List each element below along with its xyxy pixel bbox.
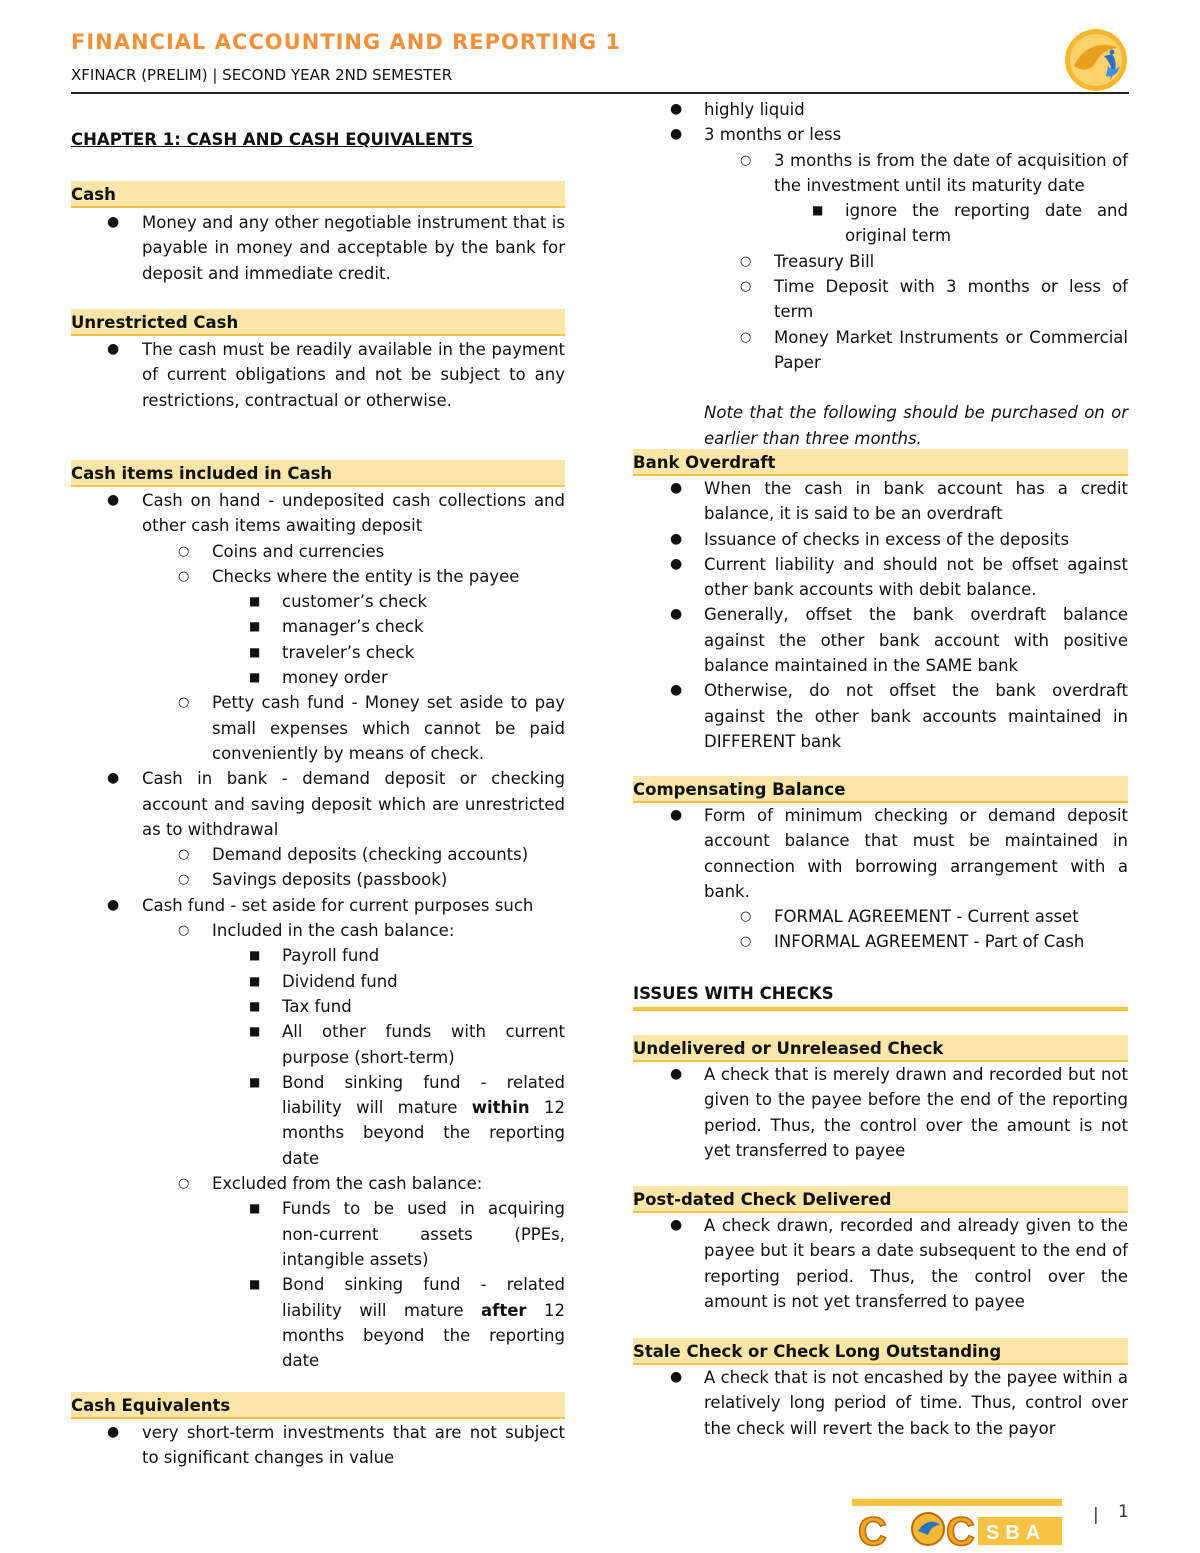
- square-bullet-icon: ■: [249, 670, 261, 685]
- circle-bullet-icon: ○: [178, 872, 190, 888]
- section-undelivered-check: [633, 1035, 1128, 1062]
- undelivered-list: [633, 1062, 1128, 1163]
- square-bullet-icon: ■: [249, 998, 261, 1013]
- svg-text:SBA: SBA: [986, 1522, 1047, 1544]
- csc-sba-logo: [846, 1497, 1068, 1553]
- overdraft-list: [633, 476, 1128, 754]
- circle-bullet-icon: ○: [178, 695, 190, 711]
- list-item: ● Issuance of checks in excess of the deposits: [633, 527, 1128, 552]
- stale-list: [633, 1365, 1128, 1441]
- section-heading: Bank Overdraft: [633, 453, 776, 472]
- list-item: ● very short-term investments that are not subject to significant changes in value: [71, 1420, 565, 1471]
- section-cash: [71, 181, 565, 208]
- section-cash-equivalents: [71, 1392, 565, 1419]
- list-item: ○ INFORMAL AGREEMENT - Part of Cash: [633, 929, 1128, 954]
- circle-bullet-icon: ○: [740, 253, 752, 269]
- bullet-icon: ●: [670, 1369, 683, 1385]
- square-bullet-icon: ■: [249, 1277, 261, 1292]
- circle-bullet-icon: ○: [178, 923, 190, 939]
- square-bullet-icon: ■: [249, 619, 261, 634]
- included-list: [71, 488, 565, 1373]
- header-rule: [71, 92, 1129, 94]
- section-heading: Cash Equivalents: [71, 1396, 231, 1415]
- square-bullet-icon: ■: [249, 973, 261, 988]
- bullet-icon: ●: [670, 126, 683, 143]
- section-bank-overdraft: [633, 449, 1128, 476]
- circle-bullet-icon: ○: [740, 934, 752, 950]
- bullet-icon: ●: [107, 492, 120, 508]
- circle-bullet-icon: ○: [740, 152, 752, 168]
- list-item: ● Cash on hand - undeposited cash collections and other cash items awaiting deposit: [71, 488, 565, 539]
- section-heading: Compensating Balance: [633, 780, 846, 799]
- circle-bullet-icon: ○: [740, 279, 752, 295]
- list-item: ○ Demand deposits (checking accounts): [71, 842, 565, 867]
- bullet-icon: ●: [670, 807, 683, 823]
- bullet-icon: ●: [670, 555, 683, 572]
- cash-list: [71, 210, 565, 286]
- list-item: ■ Bond sinking fund - related liability will mature after 12 months beyond the reporting date: [71, 1272, 565, 1373]
- list-item: ● Generally, offset the bank overdraft balance against the other bank account with positive balance maintained in the SAME bank: [633, 602, 1128, 678]
- circle-bullet-icon: ○: [740, 329, 752, 345]
- bullet-icon: ●: [670, 480, 683, 496]
- section-heading: Cash items included in Cash: [71, 464, 333, 483]
- list-item: ■ All other funds with current purpose (short-term): [71, 1019, 565, 1070]
- list-item: ■ Payroll fund: [71, 943, 565, 968]
- circle-bullet-icon: ○: [178, 1176, 190, 1192]
- section-unrestricted-cash: [71, 309, 565, 336]
- bullet-icon: ●: [107, 770, 120, 787]
- list-item: ○ Treasury Bill: [633, 249, 1128, 274]
- list-item: ● A check that is merely drawn and recorded but not given to the payee before the end of the reporting period. Thus, the control over the amount is not yet transferred to payee: [633, 1062, 1128, 1163]
- page-number: 1: [1118, 1502, 1129, 1522]
- list-item: ● highly liquid: [633, 97, 1128, 122]
- equivalents-list: [71, 1420, 565, 1471]
- list-item: ● Cash in bank - demand deposit or checking account and saving deposit which are unrestricted as to withdrawal: [71, 766, 565, 842]
- svg-text:C: C: [858, 1510, 887, 1553]
- bullet-icon: ●: [670, 606, 683, 623]
- list-item: ■ money order: [71, 665, 565, 690]
- list-item: ○ Checks where the entity is the payee: [71, 564, 565, 589]
- equivalents-continued-list: [633, 97, 1128, 451]
- square-bullet-icon: ■: [249, 1024, 261, 1039]
- svg-text:C: C: [946, 1510, 975, 1553]
- section-heading: Undelivered or Unreleased Check: [633, 1039, 944, 1058]
- list-item: ○ Savings deposits (passbook): [71, 867, 565, 892]
- list-item: ■ customer’s check: [71, 589, 565, 614]
- compensating-list: [633, 803, 1128, 955]
- square-bullet-icon: ■: [249, 594, 261, 609]
- issues-with-checks-heading: ISSUES WITH CHECKS: [633, 981, 1128, 1011]
- circle-bullet-icon: ○: [178, 568, 190, 584]
- unrestricted-list: [71, 337, 565, 413]
- list-item: ○ Time Deposit with 3 months or less of term: [633, 274, 1128, 325]
- list-item: ○ Excluded from the cash balance:: [71, 1171, 565, 1196]
- bullet-icon: ●: [670, 682, 683, 699]
- list-item: ● When the cash in bank account has a credit balance, it is said to be an overdraft: [633, 476, 1128, 527]
- bullet-icon: ●: [670, 101, 683, 117]
- document-subtitle: XFINACR (PRELIM) | SECOND YEAR 2ND SEMESTER: [71, 66, 453, 84]
- section-cash-items-included: [71, 460, 565, 487]
- list-item: ■ ignore the reporting date and original term: [633, 198, 1128, 249]
- circle-bullet-icon: ○: [740, 909, 752, 925]
- section-post-dated-check: [633, 1186, 1128, 1213]
- section-heading: Stale Check or Check Long Outstanding: [633, 1342, 1002, 1361]
- circle-bullet-icon: ○: [178, 847, 190, 863]
- list-item: ● Otherwise, do not offset the bank overdraft against the other bank accounts maintained in DIFFERENT bank: [633, 678, 1128, 754]
- bullet-icon: ●: [107, 341, 120, 357]
- list-item: ● A check drawn, recorded and already given to the payee but it bears a date subsequent to the end of reporting period. Thus, the control over the amount is not yet transferred to payee: [633, 1213, 1128, 1314]
- list-item: ■ Dividend fund: [71, 969, 565, 994]
- document-title: FINANCIAL ACCOUNTING AND REPORTING 1: [71, 30, 621, 54]
- list-item: ■ manager’s check: [71, 614, 565, 639]
- note-text: Note that the following should be purchased on or earlier than three months.: [704, 403, 1128, 448]
- list-item: ● A check that is not encashed by the payee within a relatively long period of time. Thus, control over the check will revert the back to the payor: [633, 1365, 1128, 1441]
- square-bullet-icon: ■: [249, 948, 261, 963]
- bullet-icon: ●: [107, 214, 120, 230]
- dolphin-logo: [1060, 26, 1132, 94]
- square-bullet-icon: ■: [249, 1074, 261, 1089]
- bullet-icon: ●: [670, 530, 683, 547]
- list-item: ■ Tax fund: [71, 994, 565, 1019]
- list-item: ● Form of minimum checking or demand deposit account balance that must be maintained in connection with borrowing arrangement with a bank.: [633, 803, 1128, 904]
- list-item: ○ FORMAL AGREEMENT - Current asset: [633, 904, 1128, 929]
- square-bullet-icon: ■: [249, 644, 261, 659]
- section-stale-check: [633, 1338, 1128, 1365]
- square-bullet-icon: ■: [812, 203, 824, 218]
- list-item: ○ 3 months is from the date of acquisition of the investment until its maturity date: [633, 148, 1128, 199]
- list-item: ● Money and any other negotiable instrument that is payable in money and acceptable by the bank for deposit and immediate credit.: [71, 210, 565, 286]
- section-heading: Post-dated Check Delivered: [633, 1190, 892, 1209]
- bullet-icon: ●: [107, 896, 120, 913]
- page-separator: |: [1093, 1505, 1099, 1525]
- square-bullet-icon: ■: [249, 1201, 261, 1216]
- list-item: ● The cash must be readily available in the payment of current obligations and not be subject to any restrictions, contractual or otherwise.: [71, 337, 565, 413]
- bullet-icon: ●: [670, 1217, 683, 1233]
- bullet-icon: ●: [670, 1066, 683, 1082]
- section-compensating-balance: [633, 776, 1128, 803]
- bullet-icon: ●: [107, 1424, 120, 1440]
- list-item: ● 3 months or less: [633, 122, 1128, 147]
- list-item: ■ Bond sinking fund - related liability will mature within 12 months beyond the reporting date: [71, 1070, 565, 1171]
- list-item: ● Cash fund - set aside for current purposes such: [71, 893, 565, 918]
- list-item: ○ Coins and currencies: [71, 539, 565, 564]
- section-heading: Cash: [71, 185, 116, 204]
- circle-bullet-icon: ○: [178, 543, 190, 559]
- list-item: ○ Petty cash fund - Money set aside to pay small expenses which cannot be paid conveniently by means of check.: [71, 690, 565, 766]
- list-item: ● Current liability and should not be offset against other bank accounts with debit balance.: [633, 552, 1128, 603]
- postdated-list: [633, 1213, 1128, 1314]
- list-item: ○ Included in the cash balance:: [71, 918, 565, 943]
- list-item: ■ Funds to be used in acquiring non-current assets (PPEs, intangible assets): [71, 1196, 565, 1272]
- list-item: ■ traveler’s check: [71, 640, 565, 665]
- list-item: ○ Money Market Instruments or Commercial Paper: [633, 325, 1128, 376]
- chapter-heading: CHAPTER 1: CASH AND CASH EQUIVALENTS: [71, 130, 474, 149]
- section-heading: Unrestricted Cash: [71, 313, 239, 332]
